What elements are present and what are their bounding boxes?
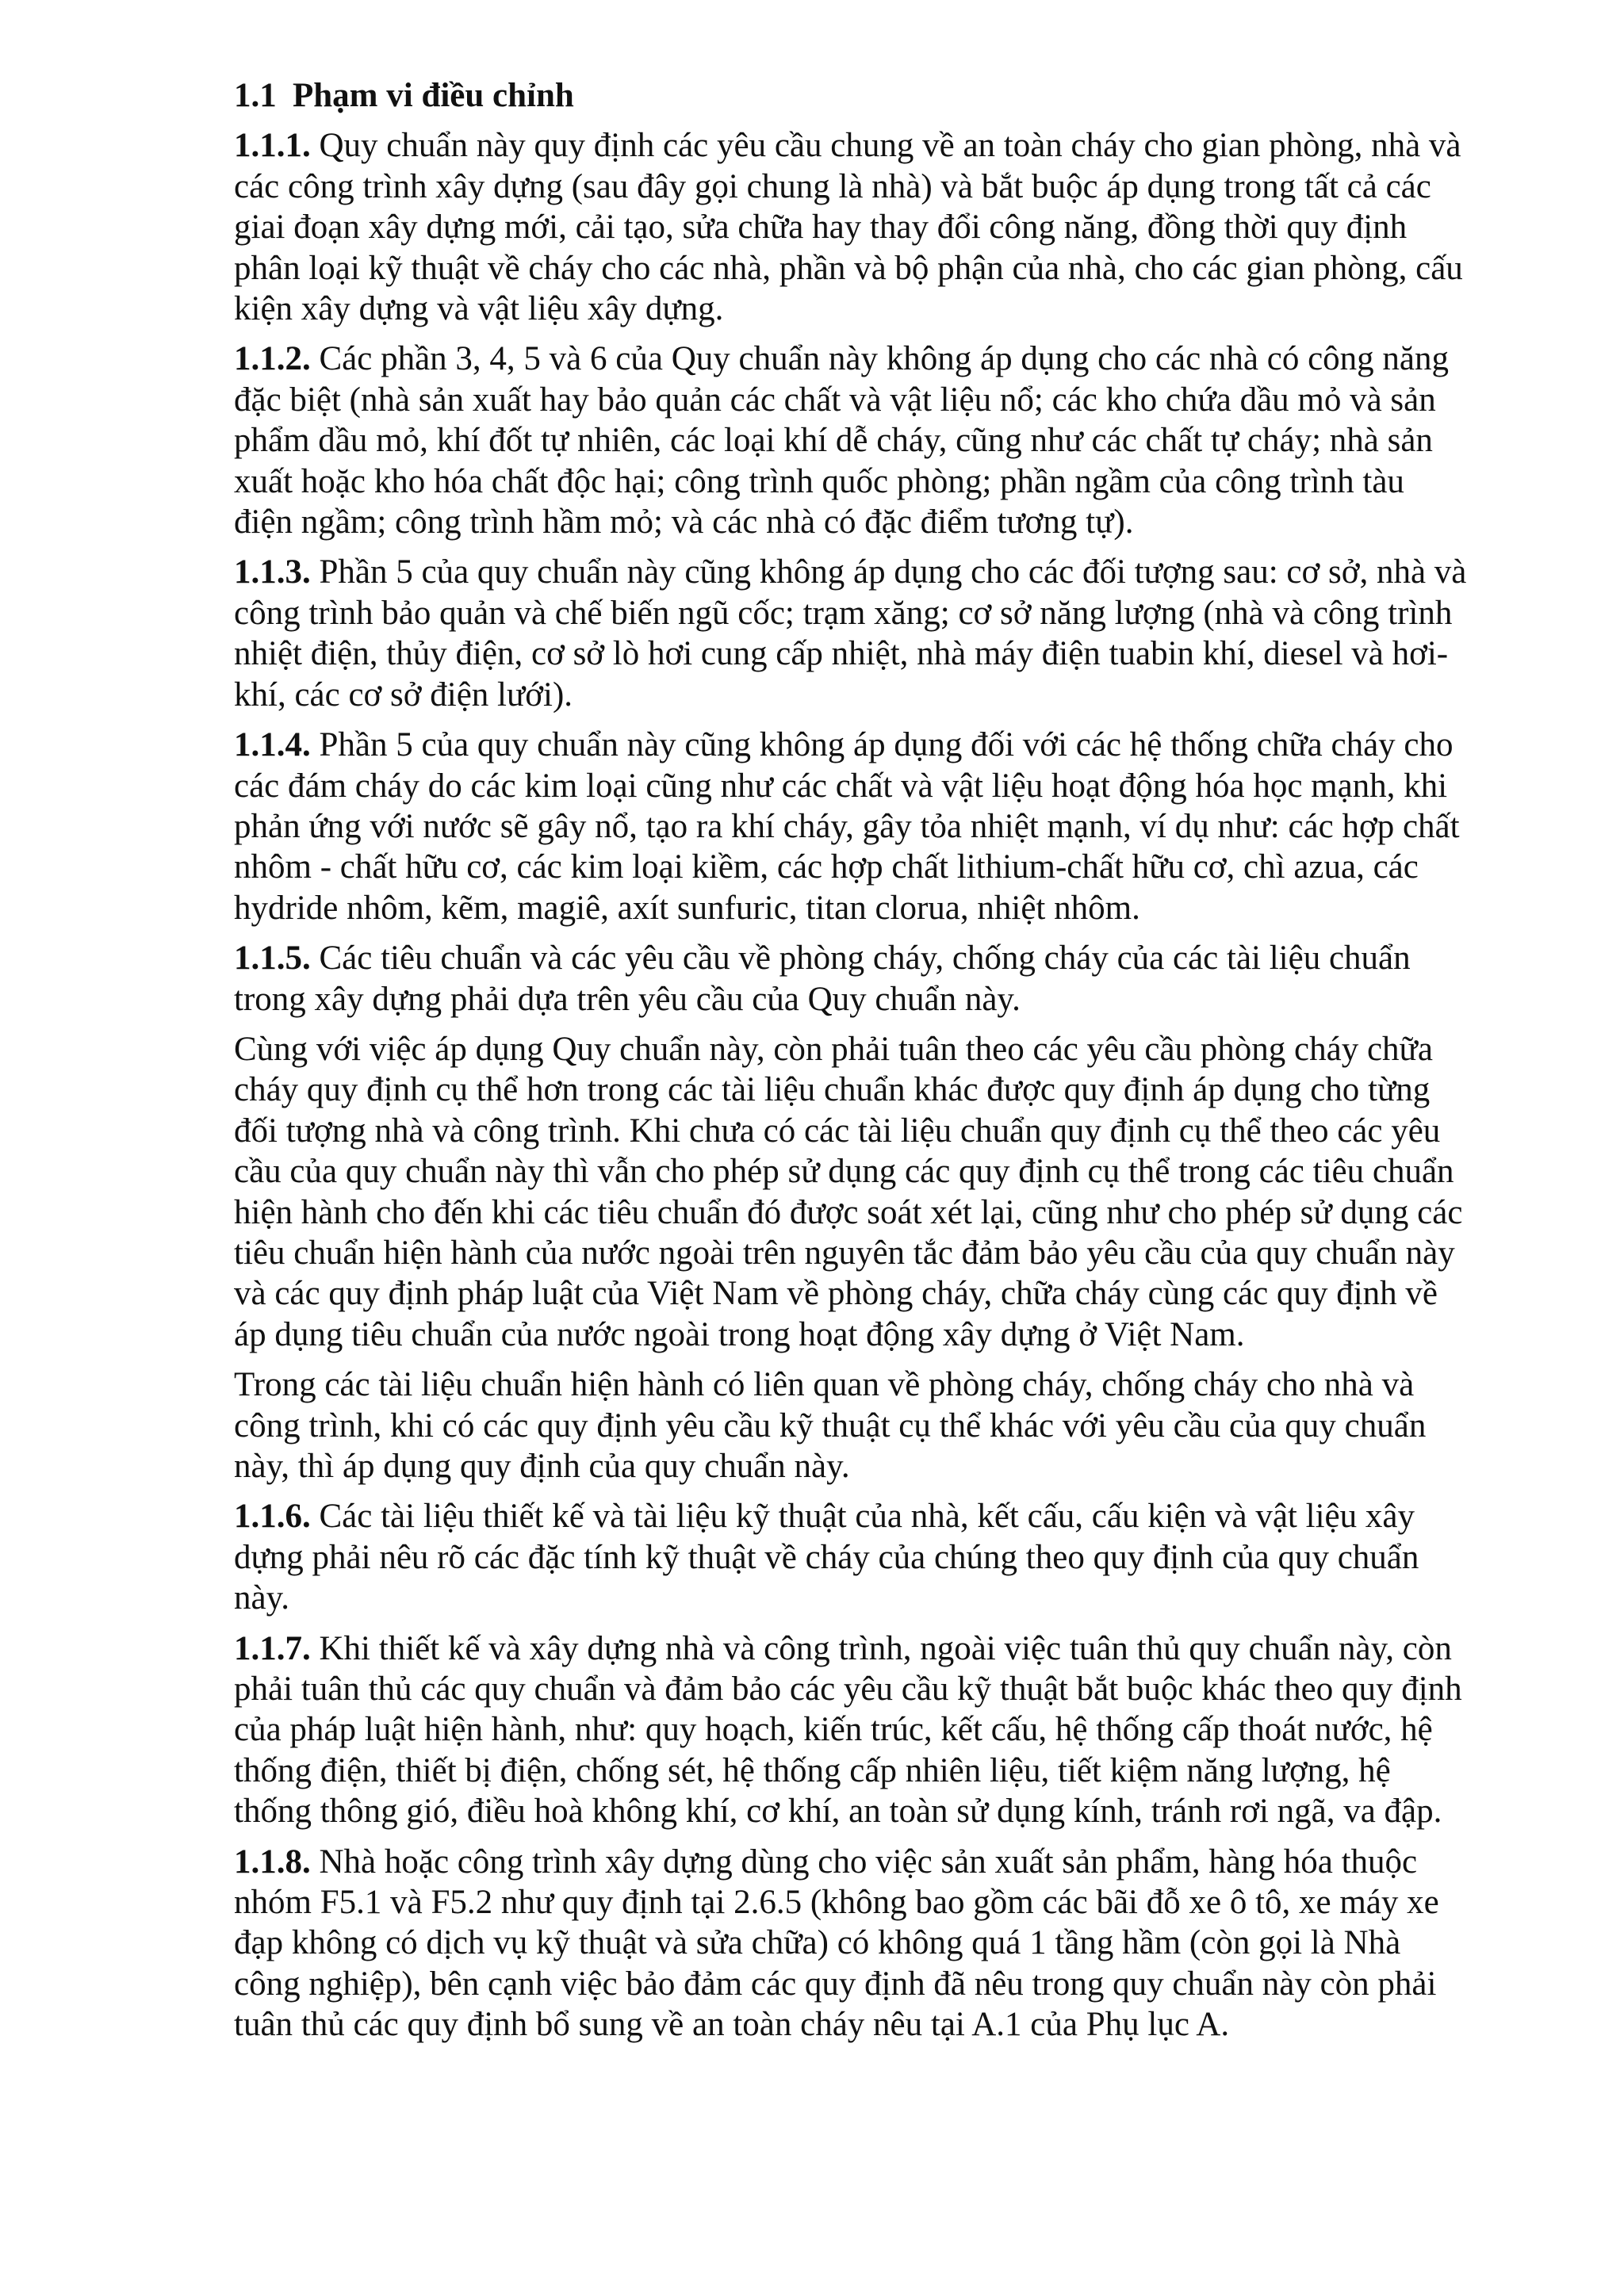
paragraph-1-1-1 xyxy=(234,125,1471,329)
section-title: Phạm vi điều chỉnh xyxy=(293,77,574,114)
paragraph-1-1-5-continued-a xyxy=(234,1029,1471,1355)
paragraph-text: Các tài liệu thiết kế và tài liệu kỹ thuật của nhà, kết cấu, cấu kiện và vật liệu xây dựng phải nêu rõ các đặc tính kỹ thuật về cháy của chúng theo quy định của quy chuẩn này. xyxy=(234,1498,1419,1617)
paragraph-1-1-5 xyxy=(234,938,1471,1020)
paragraph-number: 1.1.8. xyxy=(234,1843,311,1881)
paragraph-1-1-5-continued-b xyxy=(234,1364,1471,1487)
paragraph-text: Phần 5 của quy chuẩn này cũng không áp dụng đối với các hệ thống chữa cháy cho các đám cháy do các kim loại cũng như các chất và vật liệu hoạt động hóa học mạnh, khi phản ứng với nước sẽ gây nổ, tạo ra khí cháy, gây tỏa nhiệt mạnh, ví dụ như: các hợp chất nhôm - chất hữu cơ, các kim loại kiềm, các hợp chất lithium-chất hữu cơ, chì azua, các hydride nhôm, kẽm, magiê, axít sunfuric, titan clorua, nhiệt nhôm. xyxy=(234,726,1460,927)
paragraph-1-1-8 xyxy=(234,1842,1471,2045)
section-number: 1.1 xyxy=(234,77,277,114)
paragraph-number: 1.1.7. xyxy=(234,1629,311,1667)
paragraph-text: Các phần 3, 4, 5 và 6 của Quy chuẩn này không áp dụng cho các nhà có công năng đặc biệt (nhà sản xuất hay bảo quản các chất và vật liệu nổ; các kho chứa dầu mỏ và sản phẩm dầu mỏ, khí đốt tự nhiên, các loại khí dễ cháy, cũng như các chất tự cháy; nhà sản xuất hoặc kho hóa chất độc hại; công trình quốc phòng; phần ngầm của công trình tàu điện ngầm; công trình hầm mỏ; và các nhà có đặc điểm tương tự). xyxy=(234,340,1450,541)
paragraph-1-1-7 xyxy=(234,1628,1471,1832)
paragraph-number: 1.1.4. xyxy=(234,726,311,764)
paragraph-number: 1.1.5. xyxy=(234,939,311,978)
paragraph-text: Các tiêu chuẩn và các yêu cầu về phòng cháy, chống cháy của các tài liệu chuẩn trong xây dựng phải dựa trên yêu cầu của Quy chuẩn này. xyxy=(234,939,1411,1018)
paragraph-text: Phần 5 của quy chuẩn này cũng không áp dụng cho các đối tượng sau: cơ sở, nhà và công trình bảo quản và chế biến ngũ cốc; trạm xăng; cơ sở năng lượng (nhà và công trình nhiệt điện, thủy điện, cơ sở lò hơi cung cấp nhiệt, nhà máy điện tuabin khí, diesel và hơi-khí, các cơ sở điện lưới). xyxy=(234,553,1467,714)
paragraph-number: 1.1.3. xyxy=(234,553,311,591)
section-heading xyxy=(234,75,1471,116)
paragraph-1-1-3 xyxy=(234,552,1471,715)
paragraph-text: Trong các tài liệu chuẩn hiện hành có liên quan về phòng cháy, chống cháy cho nhà và công trình, khi có các quy định yêu cầu kỹ thuật cụ thể khác với yêu cầu của quy chuẩn này, thì áp dụng quy định của quy chuẩn này. xyxy=(234,1366,1427,1485)
paragraph-1-1-4 xyxy=(234,725,1471,928)
paragraph-1-1-2 xyxy=(234,339,1471,542)
document-page xyxy=(234,75,1471,2055)
paragraph-1-1-6 xyxy=(234,1496,1471,1618)
paragraph-text: Quy chuẩn này quy định các yêu cầu chung về an toàn cháy cho gian phòng, nhà và các công trình xây dựng (sau đây gọi chung là nhà) và bắt buộc áp dụng trong tất cả các giai đoạn xây dựng mới, cải tạo, sửa chữa hay thay đổi công năng, đồng thời quy định phân loại kỹ thuật về cháy cho các nhà, phần và bộ phận của nhà, cho các gian phòng, cấu kiện xây dựng và vật liệu xây dựng. xyxy=(234,127,1463,328)
paragraph-text: Nhà hoặc công trình xây dựng dùng cho việc sản xuất sản phẩm, hàng hóa thuộc nhóm F5.1 và F5.2 như quy định tại 2.6.5 (không bao gồm các bãi đỗ xe ô tô, xe máy xe đạp không có dịch vụ kỹ thuật và sửa chữa) có không quá 1 tầng hầm (còn gọi là Nhà công nghiệp), bên cạnh việc bảo đảm các quy định đã nêu trong quy chuẩn này còn phải tuân thủ các quy định bổ sung về an toàn cháy nêu tại A.1 của Phụ lục A. xyxy=(234,1843,1439,2044)
paragraph-text: Khi thiết kế và xây dựng nhà và công trình, ngoài việc tuân thủ quy chuẩn này, còn phải tuân thủ các quy chuẩn và đảm bảo các yêu cầu kỹ thuật bắt buộc khác theo quy định của pháp luật hiện hành, như: quy hoạch, kiến trúc, kết cấu, hệ thống cấp thoát nước, hệ thống điện, thiết bị điện, chống sét, hệ thống cấp nhiên liệu, tiết kiệm năng lượng, hệ thống thông gió, điều hoà không khí, cơ khí, an toàn sử dụng kính, tránh rơi ngã, va đập. xyxy=(234,1629,1462,1831)
paragraph-number: 1.1.2. xyxy=(234,340,311,378)
paragraph-number: 1.1.6. xyxy=(234,1498,311,1536)
paragraph-text: Cùng với việc áp dụng Quy chuẩn này, còn phải tuân theo các yêu cầu phòng cháy chữa cháy quy định cụ thể hơn trong các tài liệu chuẩn khác được quy định áp dụng cho từng đối tượng nhà và công trình. Khi chưa có các tài liệu chuẩn quy định cụ thể theo các yêu cầu của quy chuẩn này thì vẫn cho phép sử dụng các quy định cụ thể trong các tiêu chuẩn hiện hành cho đến khi các tiêu chuẩn đó được soát xét lại, cũng như cho phép sử dụng các tiêu chuẩn hiện hành của nước ngoài trên nguyên tắc đảm bảo yêu cầu của quy chuẩn này và các quy định pháp luật của Việt Nam về phòng cháy, chữa cháy cùng các quy định về áp dụng tiêu chuẩn của nước ngoài trong hoạt động xây dựng ở Việt Nam. xyxy=(234,1030,1463,1353)
paragraph-number: 1.1.1. xyxy=(234,127,311,165)
